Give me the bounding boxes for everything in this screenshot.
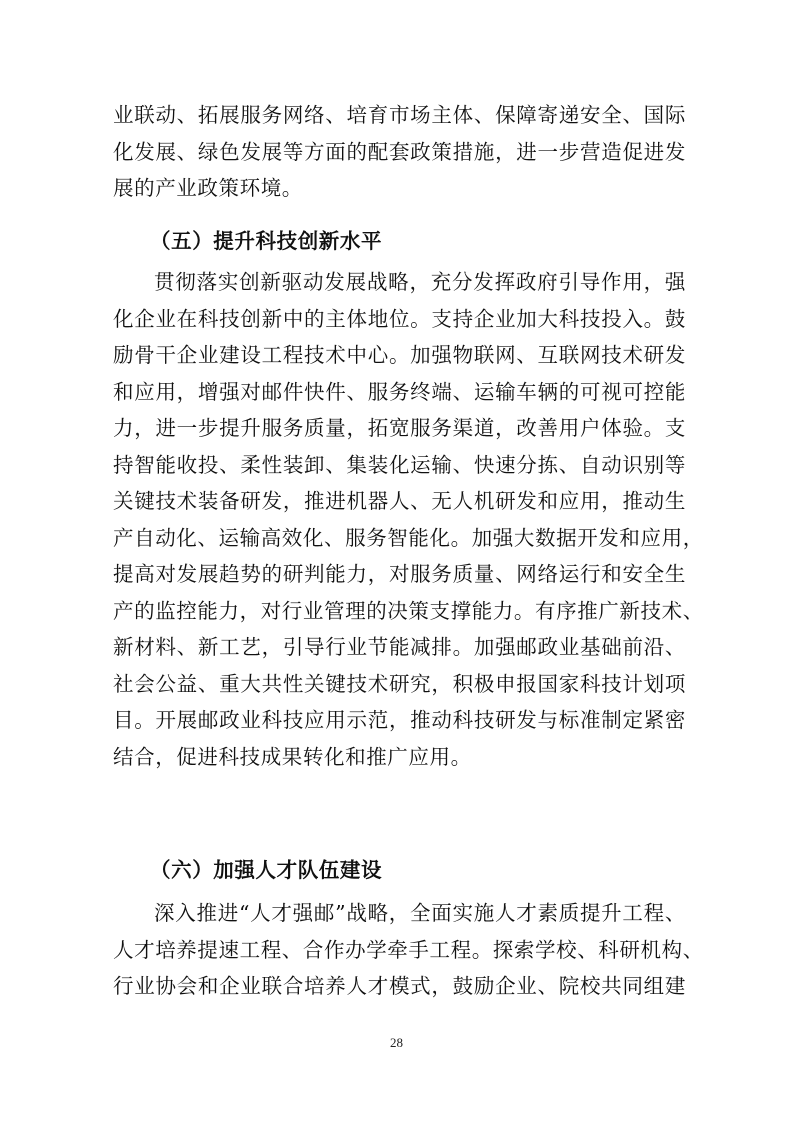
paragraph-line: 产自动化、运输高效化、服务智能化。加强大数据开发和应用， — [113, 525, 704, 550]
section-heading-tech-innovation: （五）提升科技创新水平 — [150, 229, 383, 253]
paragraph-line: 持智能收投、柔性装卸、集装化运输、快速分拣、自动识别等 — [113, 452, 686, 477]
paragraph-line: 产的监控能力，对行业管理的决策支撑能力。有序推广新技术、 — [113, 598, 704, 623]
page-number: 28 — [390, 1035, 403, 1050]
paragraph-line: 提高对发展趋势的研判能力，对服务质量、网络运行和安全生 — [113, 562, 686, 586]
paragraph-line: 人才培养提速工程、合作办学牵手工程。探索学校、科研机构、 — [113, 937, 704, 962]
paragraph-line: 深入推进“人才强邮”战略，全面实施人才素质提升工程、 — [154, 901, 686, 925]
paragraph-line: 业联动、拓展服务网络、培育市场主体、保障寄递安全、国际 — [113, 103, 686, 127]
paragraph-line: 化发展、绿色发展等方面的配套政策措施，进一步营造促进发 — [113, 139, 686, 164]
paragraph-tech-innovation — [113, 264, 704, 775]
paragraph-line: 和应用，增强对邮件快件、服务终端、运输车辆的可视可控能 — [113, 379, 686, 404]
paragraph-line: 励骨干企业建设工程技术中心。加强物联网、互联网技术研发 — [113, 343, 686, 367]
paragraph-line: 关键技术装备研发，推进机器人、无人机研发和应用，推动生 — [113, 489, 686, 513]
paragraph-talent-team — [113, 895, 704, 1005]
paragraph-line: 力，进一步提升服务质量，拓宽服务渠道，改善用户体验。支 — [113, 416, 686, 440]
paragraph-line: 新材料、新工艺，引导行业节能减排。加强邮政业基础前沿、 — [113, 635, 686, 659]
paragraph-line: 行业协会和企业联合培养人才模式，鼓励企业、院校共同组建 — [113, 974, 686, 998]
paragraph-policy-environment — [113, 97, 686, 207]
paragraph-line: 展的产业政策环境。 — [113, 176, 303, 200]
paragraph-line: 社会公益、重大共性关键技术研究，积极申报国家科技计划项 — [113, 671, 686, 696]
paragraph-line: 化企业在科技创新中的主体地位。支持企业加大科技投入。鼓 — [113, 306, 686, 331]
paragraph-line: 结合，促进科技成果转化和推广应用。 — [113, 744, 472, 769]
paragraph-line: 目。开展邮政业科技应用示范，推动科技研发与标准制定紧密 — [113, 708, 686, 732]
paragraph-line: 贯彻落实创新驱动发展战略，充分发挥政府引导作用，强 — [154, 270, 686, 294]
section-heading-talent-team: （六）加强人才队伍建设 — [150, 858, 383, 882]
